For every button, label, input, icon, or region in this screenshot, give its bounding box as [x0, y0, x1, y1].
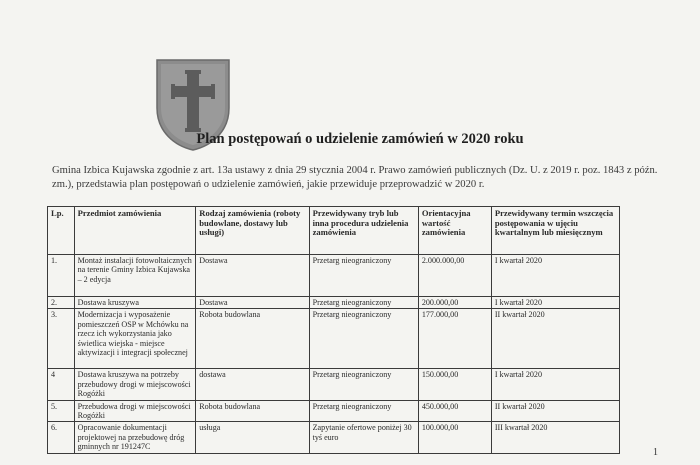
- table-row: [48, 422, 620, 453]
- cell-subject: Przebudowa drogi w miejscowości Rogóżki: [74, 400, 196, 422]
- procurement-plan-table: [47, 206, 620, 454]
- cell-value: 100.000,00: [418, 422, 491, 453]
- cell-lp: 5.: [48, 400, 75, 422]
- cell-lp: 1.: [48, 255, 75, 297]
- table-row: [48, 400, 620, 422]
- cell-lp: 6.: [48, 422, 75, 453]
- table-row: [48, 309, 620, 369]
- cell-start-date: I kwartał 2020: [491, 297, 619, 309]
- document-title: Plan postępowań o udzielenie zamówień w 2020 roku: [196, 131, 524, 147]
- table-row: [48, 369, 620, 400]
- cell-subject: Opracowanie dokumentacji projektowej na przebudowę dróg gminnych nr 191247C: [74, 422, 196, 453]
- cell-procedure: Przetarg nieograniczony: [309, 297, 418, 309]
- cell-procedure: Przetarg nieograniczony: [309, 255, 418, 297]
- cell-start-date: II kwartał 2020: [491, 309, 619, 369]
- cell-subject: Dostawa kruszywa: [74, 297, 196, 309]
- header-start-date: Przewidywany termin wszczęcia postępowania w ujęciu kwartalnym lub miesięcznym: [491, 207, 619, 255]
- cell-subject: Montaż instalacji fotowoltaicznych na terenie Gminy Izbica Kujawska – 2 edycja: [74, 255, 196, 297]
- cell-type: Robota budowlana: [196, 309, 309, 369]
- cell-lp: 2.: [48, 297, 75, 309]
- header-subject: Przedmiot zamówienia: [74, 207, 196, 255]
- cell-start-date: I kwartał 2020: [491, 255, 619, 297]
- cell-procedure: Zapytanie ofertowe poniżej 30 tyś euro: [309, 422, 418, 453]
- cell-type: Robota budowlana: [196, 400, 309, 422]
- cell-value: 177.000,00: [418, 309, 491, 369]
- cell-type: usługa: [196, 422, 309, 453]
- table-row: [48, 297, 620, 309]
- header-type: Rodzaj zamówienia (roboty budowlane, dostawy lub usługi): [196, 207, 309, 255]
- cell-start-date: II kwartał 2020: [491, 400, 619, 422]
- cell-lp: 4: [48, 369, 75, 400]
- cell-procedure: Przetarg nieograniczony: [309, 309, 418, 369]
- cell-type: Dostawa: [196, 297, 309, 309]
- cell-subject: Modernizacja i wyposażenie pomieszczeń OSP w Mchówku na rzecz ich wykorzystania jako świetlica wiejska - miejsce aktywizacji i integracji społecznej: [74, 309, 196, 369]
- header-lp: Lp.: [48, 207, 75, 255]
- header-value: Orientacyjna wartość zamówienia: [418, 207, 491, 255]
- table-row: [48, 255, 620, 297]
- header-procedure: Przewidywany tryb lub inna procedura udzielenia zamówienia: [309, 207, 418, 255]
- table-header-row: [48, 207, 620, 255]
- cell-start-date: III kwartał 2020: [491, 422, 619, 453]
- cell-subject: Dostawa kruszywa na potrzeby przebudowy drogi w miejscowości Rogóżki: [74, 369, 196, 400]
- cell-value: 2.000.000,00: [418, 255, 491, 297]
- cell-procedure: Przetarg nieograniczony: [309, 400, 418, 422]
- cell-type: Dostawa: [196, 255, 309, 297]
- cell-procedure: Przetarg nieograniczony: [309, 369, 418, 400]
- cell-start-date: I kwartał 2020: [491, 369, 619, 400]
- cell-lp: 3.: [48, 309, 75, 369]
- page-number: 1: [653, 447, 658, 458]
- intro-paragraph: Gmina Izbica Kujawska zgodnie z art. 13a ustawy z dnia 29 stycznia 2004 r. Prawo zamówień publicznych (Dz. U. z 2019 r. poz. 1843 z późn. zm.), przedstawia plan postępowań o udzielenie zamówień, jakie przewiduje przeprowadzić w 2020 r.: [52, 165, 658, 190]
- cell-value: 450.000,00: [418, 400, 491, 422]
- cell-type: dostawa: [196, 369, 309, 400]
- cell-value: 200.000,00: [418, 297, 491, 309]
- cell-value: 150.000,00: [418, 369, 491, 400]
